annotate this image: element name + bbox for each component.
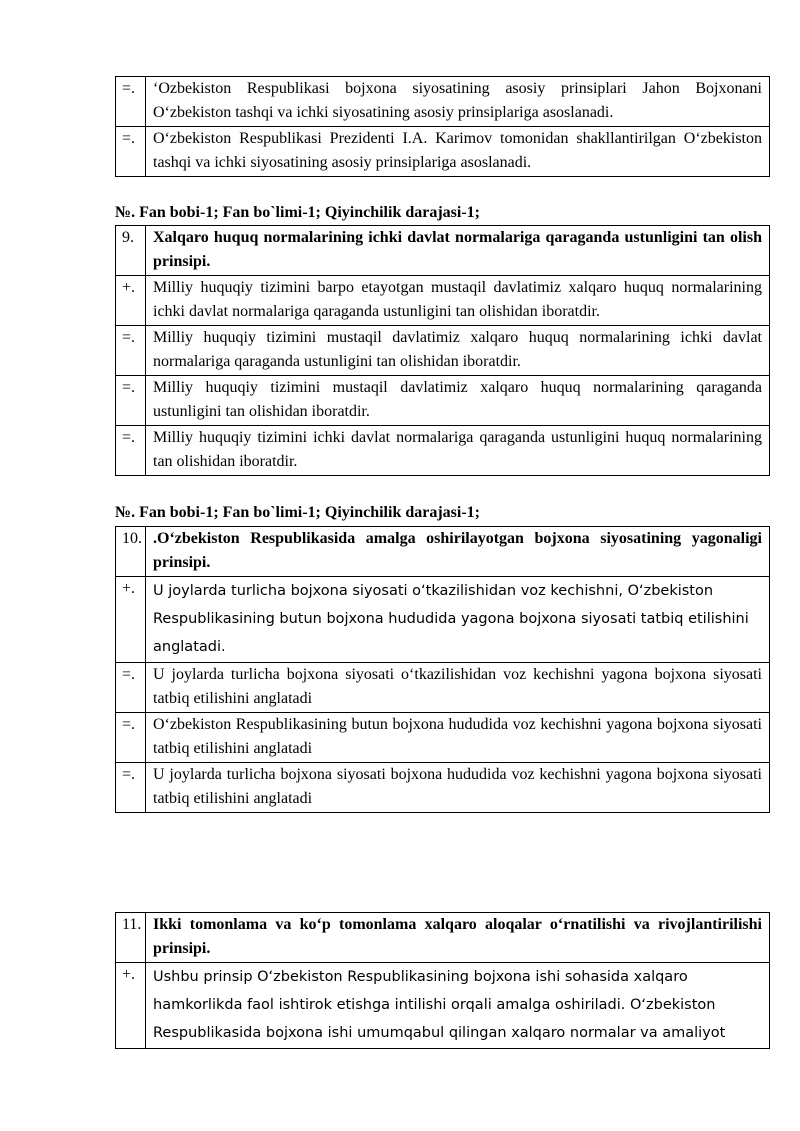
answer-mark: =. [116,127,146,177]
question-number: 11. [116,913,146,963]
answer-row [116,426,770,476]
answer-row [116,663,770,713]
answer-mark: +. [116,276,146,326]
answer-mark: =. [116,77,146,127]
answer-text: O‘zbekiston Respublikasining butun bojxona hududida voz kechishni yagona bojxona siyosati tatbiq etilishini anglatadi [146,713,770,763]
answer-mark: +. [116,577,146,663]
answer-row [116,326,770,376]
question-block-11 [115,912,770,1049]
answers-block-8 [115,76,770,177]
question-row [116,913,770,963]
question-number: 10. [116,527,146,577]
answer-text: U joylarda turlicha bojxona siyosati bojxona hududida voz kechishni yagona bojxona siyosati tatbiq etilishini anglatadi [146,763,770,813]
question-table-9 [115,225,770,476]
answer-text: Milliy huquqiy tizimini mustaqil davlatimiz xalqaro huquq normalarining ichki davlat normalariga qaraganda ustunligini tan olishidan iboratdir. [146,326,770,376]
question-meta-9: №. Fan bobi-1; Fan bo`limi-1; Qiyinchilik darajasi-1; [115,204,480,221]
question-number: 9. [116,226,146,276]
question-block-10 [115,526,770,813]
answer-mark: =. [116,426,146,476]
answer-row [116,577,770,663]
answer-mark: =. [116,763,146,813]
answer-mark: =. [116,326,146,376]
question-block-9 [115,225,770,476]
answer-row [116,963,770,1049]
answer-mark: =. [116,713,146,763]
question-text: Xalqaro huquq normalarining ichki davlat normalariga qaraganda ustunligini tan olish prinsipi. [146,226,770,276]
answer-row [116,376,770,426]
answer-row [116,763,770,813]
question-meta-10: №. Fan bobi-1; Fan bo`limi-1; Qiyinchilik darajasi-1; [115,504,480,521]
answer-text: O‘zbekiston Respublikasi Prezidenti I.A. Karimov tomonidan shakllantirilgan O‘zbekiston tashqi va ichki siyosatining asosiy prinsiplariga asoslanadi. [146,127,770,177]
answer-text: Milliy huquqiy tizimini ichki davlat normalariga qaraganda ustunligini huquq normalarining tan olishidan iboratdir. [146,426,770,476]
question-text: Ikki tomonlama va ko‘p tomonlama xalqaro aloqalar o‘rnatilishi va rivojlantirilishi prinsipi. [146,913,770,963]
question-table-11 [115,912,770,1049]
question-row [116,226,770,276]
answers-table-8 [115,76,770,177]
answer-text: Ushbu prinsip O‘zbekiston Respublikasining bojxona ishi sohasida xalqaro hamkorlikda faol ishtirok etishga intilishi orqali amalga oshiriladi. O‘zbekiston Respublikasida bojxona ishi umumqabul qilingan xalqaro normalar va amaliyot [146,963,770,1049]
answer-row [116,713,770,763]
answer-mark: +. [116,963,146,1049]
answer-text: ‘Ozbekiston Respublikasi bojxona siyosatining asosiy prinsiplari Jahon Bojxonani O‘zbekiston tashqi va ichki siyosatining asosiy prinsiplariga asoslanadi. [146,77,770,127]
answer-mark: =. [116,663,146,713]
answer-row [116,77,770,127]
answer-text: Milliy huquqiy tizimini barpo etayotgan mustaqil davlatimiz xalqaro huquq normalarining ichki davlat normalariga qaraganda ustunligini tan olishidan iboratdir. [146,276,770,326]
question-text: .O‘zbekiston Respublikasida amalga oshirilayotgan bojxona siyosatining yagonaligi prinsipi. [146,527,770,577]
question-table-10 [115,526,770,813]
answer-text: Milliy huquqiy tizimini mustaqil davlatimiz xalqaro huquq normalarining qaraganda ustunligini tan olishidan iboratdir. [146,376,770,426]
answer-text: U joylarda turlicha bojxona siyosati o‘tkazilishidan voz kechishni yagona bojxona siyosati tatbiq etilishini anglatadi [146,663,770,713]
question-row [116,527,770,577]
answer-text: U joylarda turlicha bojxona siyosati o‘tkazilishidan voz kechishni, O‘zbekiston Respublikasining butun bojxona hududida yagona bojxona siyosati tatbiq etilishini anglatadi. [146,577,770,663]
answer-row [116,276,770,326]
answer-row [116,127,770,177]
answer-mark: =. [116,376,146,426]
